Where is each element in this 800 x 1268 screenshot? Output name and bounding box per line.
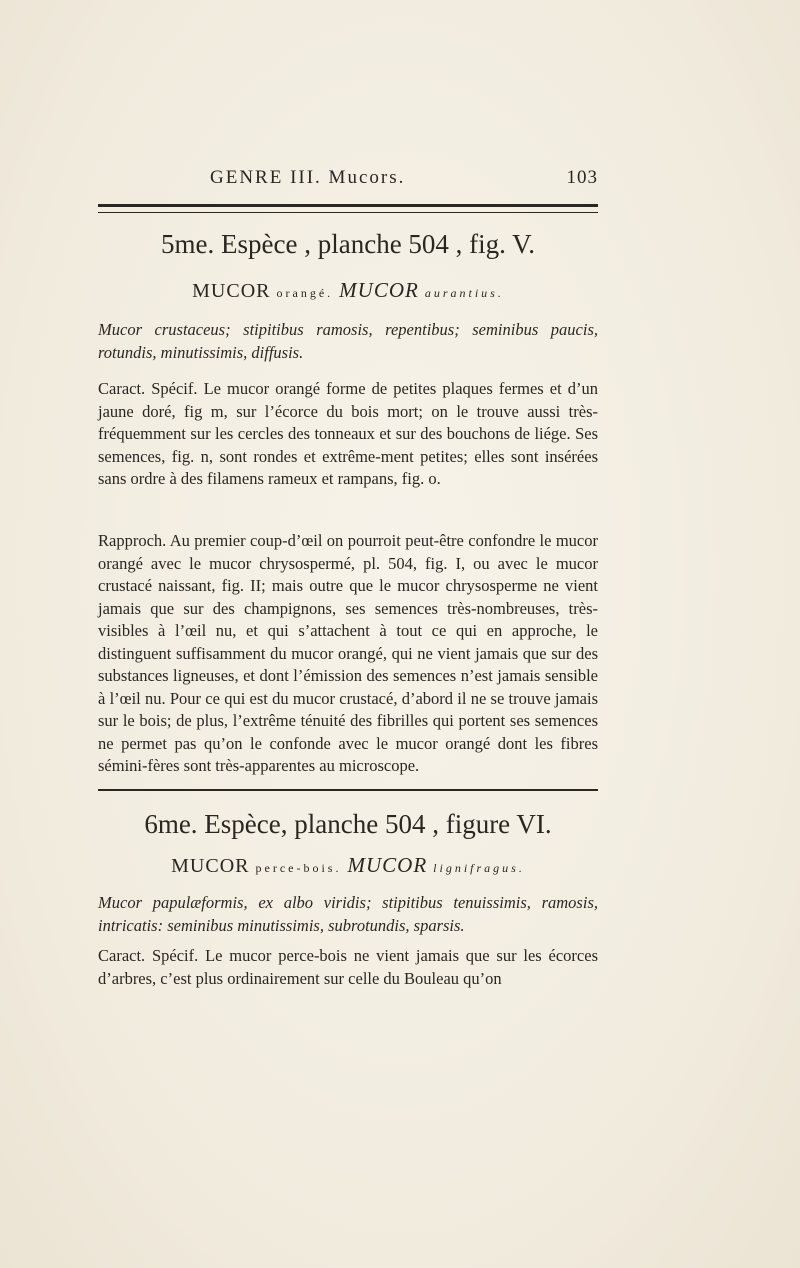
caract-text: Caract. Spécif. Le mucor perce-bois ne vient jamais que sur les écorces d’arbres, c’est plus ordinairement sur celle du Bouleau qu’on: [98, 946, 598, 988]
latin-genus: MUCOR: [339, 278, 419, 302]
species-heading: 5me. Espèce , planche 504 , fig. V.: [161, 229, 535, 259]
french-genus: MUCOR: [171, 855, 250, 877]
french-genus: MUCOR: [192, 280, 271, 302]
french-epithet: perce-bois.: [255, 861, 342, 875]
latin-diagnosis: [98, 319, 598, 364]
french-epithet: orangé.: [276, 286, 334, 300]
species-names: [98, 852, 598, 881]
diagnosis-text: Mucor papulæformis, ex albo viridis; stipitibus tenuissimis, ramosis, intricatis: seminibus minutissimis, subrotundis, sparsis.: [98, 893, 598, 935]
latin-epithet: aurantius.: [424, 286, 504, 300]
latin-diagnosis: [98, 892, 598, 937]
specific-characters: [98, 945, 598, 990]
page-number: 103: [566, 167, 598, 188]
rapproch-text: Rapproch. Au premier coup-d’œil on pourroit peut-être confondre le mucor orangé avec le mucor chrysospermé, pl. 504, fig. I, ou avec le mucor crustacé naissant, fig. II; mais outre que le mucor chrysosperme ne vient jamais que sur des champignons, ses semences très-nombreuses, très-visibles à l’œil nu, et qui s’attachent à tout ce qui en approche, le distinguent suffisamment du mucor orangé, qui ne vient jamais que sur des substances ligneuses, et dont l’émission des semences n’est jamais sensible à l’œil nu. Pour ce qui est du mucor crustacé, d’abord il ne se trouve jamais sur le bois; de plus, l’extrême ténuité des fibrilles qui portent ses semences ne permet pas qu’on le confonde avec le mucor orangé dont les fibres sémini-fères sont très-apparentes au microscope.: [98, 531, 598, 775]
species-heading: 6me. Espèce, planche 504 , figure VI.: [144, 809, 552, 839]
caract-text: Caract. Spécif. Le mucor orangé forme de petites plaques fermes et d’un jaune doré, fig m, sur l’écorce du bois mort; on le trouve aussi très-fréquemment sur les cercles des tonneaux et sur des bouchons de liége. Ses semences, fig. n, sont rondes et extrême-ment petites; elles sont insérées sans ordre à des filamens rameux et rampans, fig. o.: [98, 379, 598, 488]
running-head-title: GENRE III. Mucors.: [210, 167, 406, 188]
header-rule: [98, 204, 598, 213]
specific-characters: [98, 378, 598, 491]
diagnosis-text: Mucor crustaceus; stipitibus ramosis, repentibus; seminibus paucis, rotundis, minutissimis, diffusis.: [98, 320, 598, 362]
comparison-paragraph: [98, 530, 598, 778]
latin-genus: MUCOR: [347, 853, 428, 877]
species-names: [98, 277, 598, 306]
running-head: [210, 167, 598, 191]
section-divider: [98, 789, 598, 791]
latin-epithet: lignifragus.: [433, 861, 525, 875]
